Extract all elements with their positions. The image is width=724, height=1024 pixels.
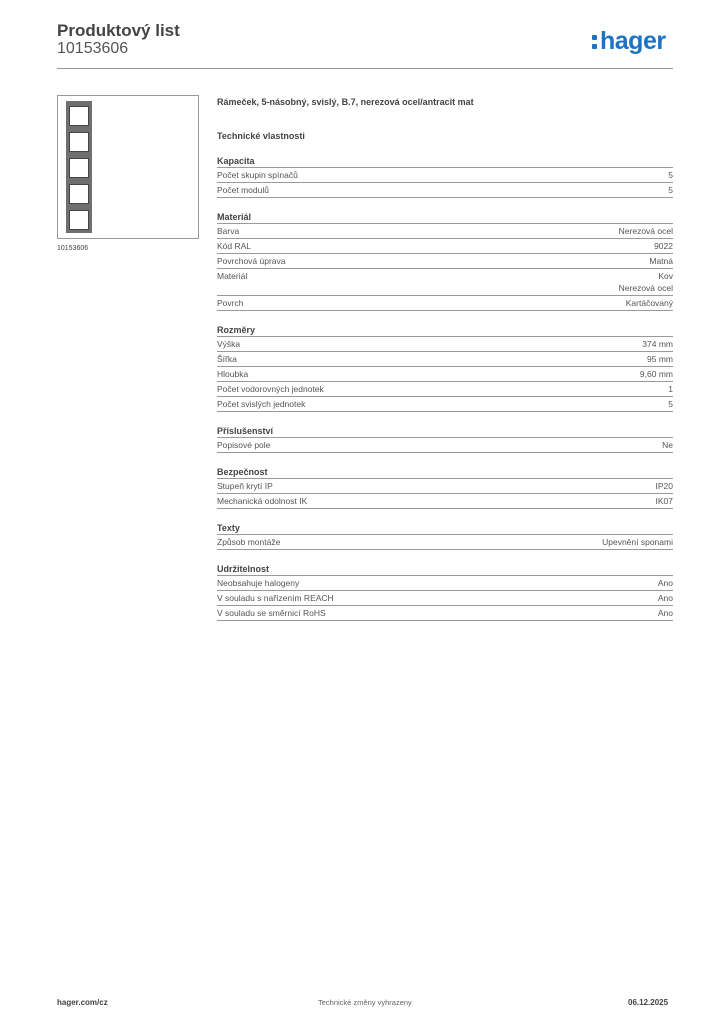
spec-label: Kód RAL (217, 241, 252, 251)
section-title: Udržitelnost (217, 563, 673, 576)
frame-slot (69, 106, 89, 126)
spec-value: Upevnění sponami (602, 537, 673, 547)
product-image (57, 95, 199, 239)
product-number: 10153606 (57, 40, 129, 57)
spec-label: V souladu s nařízením REACH (217, 593, 334, 603)
spec-value: 5 (668, 185, 673, 195)
spec-row (217, 494, 673, 509)
spec-row (217, 576, 673, 591)
spec-row (217, 296, 673, 311)
five-gang-frame-icon (66, 101, 92, 233)
spec-row (217, 337, 673, 352)
spec-label: Počet skupin spínačů (217, 170, 298, 180)
section-title: Materiál (217, 211, 673, 224)
spec-value: Ano (657, 578, 673, 588)
spec-label: Počet modulů (217, 185, 269, 195)
frame-slot (69, 210, 89, 230)
logo-text: hager (600, 27, 666, 55)
spec-content (217, 96, 673, 621)
spec-value: Ano (657, 593, 673, 603)
spec-value: 5 (668, 399, 673, 409)
spec-value: 9,60 mm (639, 369, 673, 379)
spec-row (217, 382, 673, 397)
footer-notice: Technické změny vyhrazeny (318, 998, 412, 1007)
spec-row (217, 168, 673, 183)
spec-section (217, 324, 673, 412)
spec-row (217, 224, 673, 239)
spec-section (217, 563, 673, 621)
spec-value: Ne (662, 440, 673, 450)
spec-label: Materiál (217, 271, 248, 281)
spec-label: Popisové pole (217, 440, 271, 450)
spec-row (217, 591, 673, 606)
footer-date: 06.12.2025 (628, 998, 669, 1007)
logo-dots-icon (592, 32, 598, 50)
spec-row (217, 367, 673, 382)
spec-row (217, 239, 673, 254)
spec-label: Počet vodorovných jednotek (217, 384, 324, 394)
spec-row (217, 397, 673, 412)
frame-slot (69, 132, 89, 152)
spec-label: V souladu se směrnicí RoHS (217, 608, 326, 618)
section-title: Bezpečnost (217, 466, 673, 479)
tech-heading: Technické vlastnosti (217, 131, 305, 141)
hager-logo (592, 28, 666, 54)
spec-section (217, 466, 673, 509)
header-divider (57, 68, 673, 69)
spec-label: Výška (217, 339, 241, 349)
section-title: Kapacita (217, 155, 673, 168)
spec-row (217, 352, 673, 367)
spec-row (217, 183, 673, 198)
product-description: Rámeček, 5-násobný, svislý, B.7, nerezová ocel/antracit mat (217, 97, 474, 107)
spec-value: Nerezová ocel (618, 226, 673, 236)
spec-label: Mechanická odolnost IK (217, 496, 308, 506)
frame-slot (69, 184, 89, 204)
document-title: Produktový list (57, 21, 180, 40)
spec-row (217, 438, 673, 453)
spec-row (217, 535, 673, 550)
section-title: Texty (217, 522, 673, 535)
spec-value: 5 (668, 170, 673, 180)
spec-value: IK07 (655, 496, 673, 506)
spec-row (217, 479, 673, 494)
spec-row (217, 269, 673, 296)
spec-label: Stupeň krytí IP (217, 481, 273, 491)
footer-website: hager.com/cz (57, 998, 108, 1007)
spec-label: Povrchová úprava (217, 256, 286, 266)
spec-value: 374 mm (642, 339, 673, 349)
spec-value: Kov Nerezová ocel (618, 271, 673, 293)
section-title: Příslušenství (217, 425, 673, 438)
spec-value: 95 mm (647, 354, 673, 364)
spec-label: Hloubka (217, 369, 249, 379)
image-caption: 10153606 (57, 245, 89, 252)
spec-value: Ano (657, 608, 673, 618)
spec-label: Povrch (217, 298, 244, 308)
section-title: Rozměry (217, 324, 673, 337)
spec-label: Způsob montáže (217, 537, 281, 547)
spec-label: Šířka (217, 354, 237, 364)
spec-row (217, 254, 673, 269)
spec-section (217, 211, 673, 311)
spec-label: Barva (217, 226, 240, 236)
spec-value: Kartáčovaný (625, 298, 673, 308)
spec-section (217, 155, 673, 198)
spec-value: 1 (668, 384, 673, 394)
spec-section (217, 522, 673, 550)
spec-section (217, 425, 673, 453)
frame-slot (69, 158, 89, 178)
spec-value: Matná (649, 256, 673, 266)
spec-label: Neobsahuje halogeny (217, 578, 300, 588)
spec-value: 9022 (654, 241, 673, 251)
spec-value: IP20 (655, 481, 673, 491)
spec-label: Počet svislých jednotek (217, 399, 306, 409)
spec-sections (217, 155, 673, 621)
spec-row (217, 606, 673, 621)
